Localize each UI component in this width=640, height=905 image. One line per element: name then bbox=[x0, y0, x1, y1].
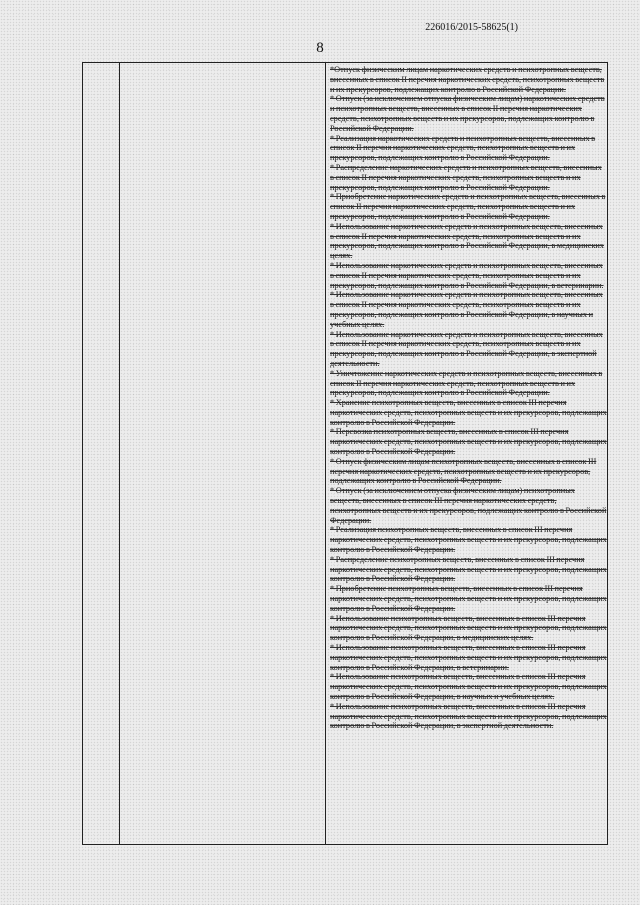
activity-item: * Использование наркотических средств и психотропных веществ, внесенных в список II перечня наркотических средств, психотропных веществ и их прекурсоров, подлежащих контролю в Российской Федерации, в экспертной деятельности. bbox=[330, 329, 603, 368]
activity-item: * Использование наркотических средств и психотропных веществ, внесенных в список II перечня наркотических средств, психотропных веществ и их прекурсоров, подлежащих контролю в Российской Федерации, в научных и учебных целях. bbox=[330, 290, 603, 329]
column-divider-1 bbox=[119, 63, 120, 844]
activity-item: * Отпуск (за исключением отпуска физическим лицам) психотропных веществ, внесенных в список III перечня наркотических средств, психотропных веществ и их прекурсоров, подлежащих контролю в Российской Федерации. bbox=[330, 486, 607, 525]
activity-item: * Распределение наркотических средств и психотропных веществ, внесенных в список II перечня наркотических средств, психотропных веществ и их прекурсоров, подлежащих контролю в Российской Федерации. bbox=[330, 162, 602, 192]
activities-table bbox=[82, 62, 608, 845]
activity-item: * Приобретение наркотических средств и психотропных веществ, внесенных в список II перечня наркотических средств, психотропных веществ и их прекурсоров, подлежащих контролю в Российской Федерации. bbox=[330, 192, 606, 221]
activity-item: * Перевозка психотропных веществ, внесенных в список III перечня наркотических средств, психотропных веществ и их прекурсоров, подлежащих контролю в Российской Федерации. bbox=[330, 427, 607, 457]
activity-item: *Отпуск физическим лицам наркотических средств и психотропных веществ, внесенных в список II перечня наркотических средств, психотропных веществ и их прекурсоров, подлежащих контролю в Российской Федерации. bbox=[330, 65, 605, 94]
activity-item: * Использование психотропных веществ, внесенных в список III перечня наркотических средств, психотропных веществ и их прекурсоров, подлежащих контролю в Российской Федерации, в ветеринарии. bbox=[330, 643, 607, 672]
activity-item: * Использование психотропных веществ, внесенных в список III перечня наркотических средств, психотропных веществ и их прекурсоров, подлежащих контролю в Российской Федерации, в научных и учебных целях. bbox=[330, 672, 607, 701]
activity-item: * Отпуск физическим лицам психотропных веществ, внесенных в список III перечня наркотических средств, психотропных веществ и их прекурсоров, подлежащих контролю в Российской Федерации. bbox=[330, 456, 597, 486]
column-divider-2 bbox=[325, 63, 326, 844]
document-number: 226016/2015-58625(1) bbox=[425, 22, 518, 33]
page-number: 8 bbox=[316, 40, 324, 56]
activity-item: * Распределение психотропных веществ, внесенных в список III перечня наркотических средств, психотропных веществ и их прекурсоров, подлежащих контролю в Российской Федерации. bbox=[330, 554, 607, 584]
activity-item: * Использование психотропных веществ, внесенных в список III перечня наркотических средств, психотропных веществ и их прекурсоров, подлежащих контролю в Российской Федерации, в экспертной деятельности. bbox=[330, 701, 607, 731]
activity-item: * Использование психотропных веществ, внесенных в список III перечня наркотических средств, психотропных веществ и их прекурсоров, подлежащих контролю в Российской Федерации, в медицинских целях. bbox=[330, 613, 607, 643]
activity-item: * Хранение психотропных веществ, внесенных в список III перечня наркотических средств, психотропных веществ и их прекурсоров, подлежащих контролю в Российской Федерации. bbox=[330, 398, 607, 427]
activity-item: * Реализация психотропных веществ, внесенных в список III перечня наркотических средств, психотропных веществ и их прекурсоров, подлежащих контролю в Российской Федерации. bbox=[330, 525, 607, 555]
activity-item: * Использование наркотических средств и психотропных веществ, внесенных в список II перечня наркотических средств, психотропных веществ и их прекурсоров, подлежащих контролю в Российской Федерации, в ветеринарии. bbox=[330, 260, 604, 290]
activity-item: * Использование наркотических средств и психотропных веществ, внесенных в список II перечня наркотических средств, психотропных веществ и их прекурсоров, подлежащих контролю в Российской Федерации, в медицинских целях. bbox=[330, 221, 604, 261]
activity-item: * Приобретение психотропных веществ, внесенных в список III перечня наркотических средств, психотропных веществ и их прекурсоров, подлежащих контролю в Российской Федерации. bbox=[330, 584, 607, 613]
activity-item: * Отпуск (за исключением отпуска физическим лицам) наркотических средств и психотропных веществ, внесенных в список II перечня наркотических средств, психотропных веществ и их прекурсоров, подлежащих контролю в Российской Федерации. bbox=[330, 94, 605, 133]
activity-item: * Реализация наркотических средств и психотропных веществ, внесенных в список II перечня наркотических средств, психотропных веществ и их прекурсоров, подлежащих контролю в Российской Федерации. bbox=[330, 133, 596, 163]
activity-item: * Уничтожение наркотических средств и психотропных веществ, внесенных в список II перечня наркотических средств, психотропных веществ и их прекурсоров, подлежащих контролю в Российской Федерации. bbox=[330, 368, 603, 398]
activity-list bbox=[330, 65, 607, 731]
